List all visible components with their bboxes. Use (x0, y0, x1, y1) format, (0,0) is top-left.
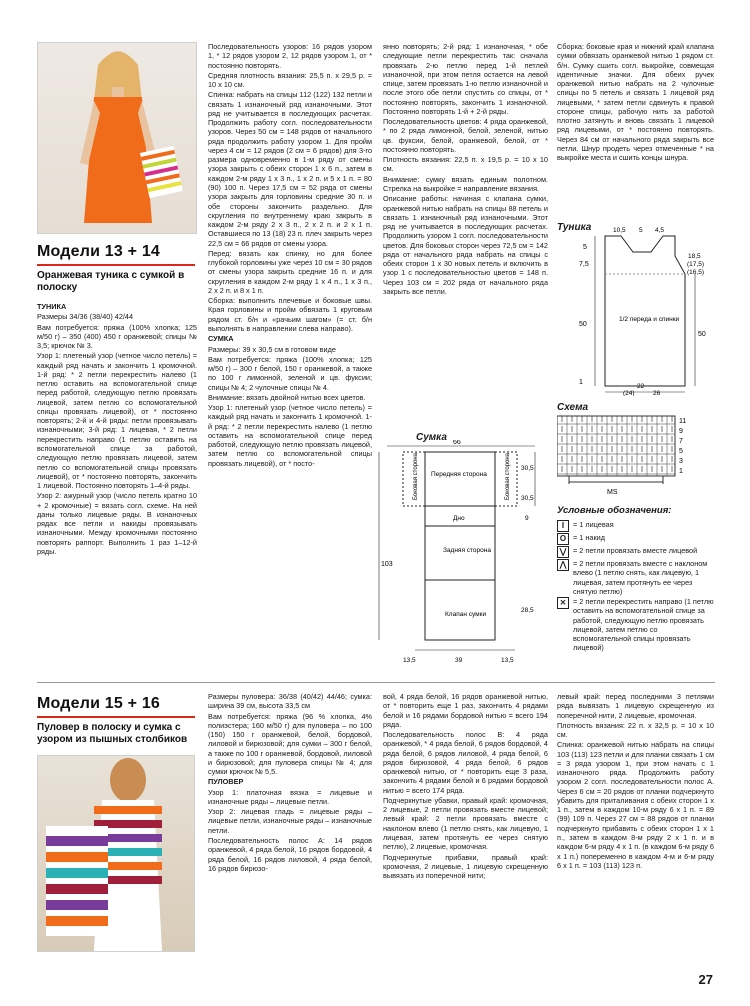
text-column-2b (208, 692, 372, 960)
bag-label-13-5-a: 13,5 (403, 657, 416, 664)
legend-text: = 2 петли перекрестить направо (1 петлю оставить на вспомогательной спице за работой, следующую петлю провязать лицевой, затем петлю со вспомогательной спицы провязать лицевой) (573, 597, 714, 653)
tunic-photo (37, 42, 197, 234)
text-column-1 (37, 302, 197, 672)
bag-label-103: 103 (381, 561, 393, 568)
stitch-symbol-icon: ⋀ (557, 559, 569, 571)
bag-label-13-5-b: 13,5 (501, 657, 514, 664)
legend-item (557, 559, 717, 596)
tunic-dim-6: (17,5) (687, 261, 704, 268)
paragraph: Узор 1: платочная вязка = лицевые и изнаночные ряды – лицевые петли. (208, 787, 372, 806)
text-column-4b (557, 692, 714, 960)
bag-label-30-5-a: 30,5 (521, 465, 534, 472)
tunic-dim-0: 5 (583, 244, 587, 251)
paragraph: Подчеркнутые прибавки, правый край: кромочная, 2 лицевые, 1 лицевую скрещенную вывязать из поперечной нити; (383, 852, 548, 881)
models-15-16-subtitle: Пуловер в полоску и сумка с узором из пышных столбиков (37, 722, 188, 746)
paragraph: Спинка: набрать на спицы 112 (122) 132 петли и связать 1 изнаночный ряд изнаночными. Этот ряд не учитывается в последующих расчетах. Продолжить работу согл. последовательности узоров. Через 50 см = 148 рядов от начального ряда продолжить работу узором 1. Для пройм через 4 см = 12 рядов (2 см = 6 рядов) для 3-го размера одновременно в 1-м ряду от смены узора закрыть с обеих сторон 1 х 6 п., затем в каждом 2-м ряду 1 х 3 п., 1 х 2 п. и 5 х 1 п. = 80 (90) 100 п. Через 17,5 см = 52 ряда от смены узора закрыть для горловины средние 30 п. и обе стороны закончить раздельно. Для скругления по внутреннему краю закрыть в каждом 2-м ряду 2 х 3 п., 2 х 2 п. и 2 х 1 п. Оставшиеся по 13 (18) 23 п. плеч закрыть через 22,5 см = 66 рядов от смены узора. (208, 90, 372, 248)
bag-label-back: Задняя сторона (443, 547, 491, 554)
stitch-symbol-icon: ⋁ (557, 546, 569, 558)
legend-title: Условные обозначения: (557, 505, 672, 516)
model-figure-striped (38, 756, 194, 951)
legend-item (557, 520, 717, 532)
model-figure-orange (38, 43, 196, 233)
chart-title: Схема (557, 402, 589, 413)
tunic-dim-2: 10,5 (613, 227, 626, 234)
legend-item (557, 533, 717, 545)
models-13-14-subtitle: Оранжевая туника с сумкой в полоску (37, 270, 185, 294)
legend-text: = 1 накид (573, 533, 605, 543)
bag-label-66: 66 (453, 440, 461, 446)
paragraph: Сборка: боковые края и нижний край клапана сумки обвязать оранжевой нитью 1 рядом ст. б/н. Сумку сшить согл. выкройке, совмещая идентичные значки. Для обеих ручек оранжевой нитью набрать на 2 чулочные спицы по 5 петель и связать 1 лицевой ряд лицевыми, * затем петли сдвинуть к правой стороне спицы, рабочую нить за работой плотно затянуть и вновь связать 1 лицевой ряд лицевыми, от * постоянно повторять. Через 84 см от начального ряда закрыть все петли. Шнур продеть через отмеченные * на выкройке места и сшить концы шнура. (557, 42, 714, 163)
tunic-dim-3: 5 (639, 227, 643, 234)
section-divider (37, 682, 715, 683)
tunic-dim-7: (16,5) (687, 269, 704, 276)
heading-rule-2 (37, 716, 195, 718)
bag-label-flap: Клапан сумки (445, 611, 487, 618)
paragraph: Внимание: вязать двойной нитью всех цветов. (208, 392, 366, 402)
paragraph: Перед: вязать как спинку, но для более глубокой горловины уже через 10 см = 30 рядов от смены узора закрыть средние 16 п. и для скругления в каждом 2-м ряду 1 х 4 п., 1 х 3 п., 2 х 2 п. и 8 х 1 п. (208, 248, 372, 295)
bag-diagram-title: Сумка (416, 432, 447, 443)
tunic-schematic (575, 226, 715, 396)
paragraph: Сборка: выполнить плечевые и боковые швы. Края горловины и пройм обвязать 1 круговым рядом ст. б/н и «рачьим шагом» (= ст. б/н выполнять в направлении слева направо). (208, 296, 372, 333)
paragraph: Внимание: сумку вязать единым полотном. Стрелка на выкройке = направление вязания. (383, 174, 548, 193)
legend-text: = 2 петли провязать вместе с наклоном влево (1 петлю снять, как лицевую, 1 лицевая, затем протянуть ее через снятую петлю) (573, 559, 708, 596)
paragraph: Плотность вязания: 22 п. х 32,5 р. = 10 х 10 см. (557, 720, 714, 740)
models-15-16-heading: Модели 15 + 16 (37, 695, 161, 712)
tunic-dim-12: (24) (623, 390, 635, 396)
stitch-symbol-icon: O (557, 533, 569, 545)
paragraph: левый край: перед последними 3 петлями ряда вывязать 1 лицевую скрещенную из поперечной нити, 2 лицевые, кромочная. (557, 692, 714, 720)
tunic-dim-14: 1 (579, 379, 583, 386)
paragraph: Последовательность узоров: 16 рядов узором 1, * 12 рядов узором 2, 12 рядов узором 1, от * постоянно повторять. (208, 42, 372, 70)
tunic-dim-13: 26 (653, 390, 661, 396)
text-column-4 (557, 42, 714, 220)
paragraph: Вам потребуется: пряжа (96 % хлопка, 4% полиэстера; 160 м/50 г) для пуловера – по 100 (150) 150 г оранжевой, белой, бордовой, лиловой и бирюзовой; для сумки – 300 г белой, а также по 100 г оранжевой, бордовой, лиловой и бирюзовой; для пуловера спицы № 4; для сумки крючок № 5,5. (208, 711, 372, 777)
stitch-symbol-icon: I (557, 520, 569, 532)
heading-rule (37, 264, 195, 266)
page-number: 27 (698, 972, 713, 987)
text-column-3 (383, 42, 548, 422)
paragraph: Размеры 34/36 (38/40) 42/44 (37, 312, 134, 322)
chart-row-9: 9 (679, 428, 683, 435)
bag-label-39: 39 (455, 657, 463, 664)
tunic-dim-1: 7,5 (579, 261, 589, 268)
paragraph: Последовательность полос В: 4 ряда оранжевой, * 4 ряда белой, 6 рядов бордовой, 4 ряда белой, 6 рядов лиловой, 4 ряда белой, 6 рядов бирюзовой, 4 ряда белой, 6 рядов оранжевой нитью, от * повторить еще 3 раза, закончить 4 рядами белой и 6 рядами бордовой нитью = всего 174 ряда. (383, 730, 548, 795)
stitch-symbol-icon: ⨯ (557, 597, 569, 609)
paragraph: Узор 1: плетеный узор (четное число петель) = каждый ряд начать и закончить 1 кромочной. 1-й ряд: * 2 петли перекрестить налево (1 петлю оставить на вспомогательной спице перед работой, следующую петлю провязать лицевой, затем петлю со вспомогательной спицы провязать лицевой), от * постоянно повторять; 2-й и 4-й ряды: петли провязывать изнаночными; 3-й ряд: 1 лицевая, * 2 петли перекрестить направо (1 петлю оставить на вспомогательной спице за работой, следующую петлю провязать лицевой, затем петлю со вспомогательной спицы провязать лицевой), от * постоянно повторять, закончить 1 лицевой. Постоянно повторять 1–4-й ряды. (37, 351, 197, 491)
text-column-3b (383, 692, 548, 960)
chart-row-3: 3 (679, 458, 683, 465)
tunic-dim-8: 1/2 переда и спинки (619, 316, 680, 323)
paragraph: ПУЛОВЕР (208, 777, 244, 787)
tunic-dim-9: 50 (579, 321, 587, 328)
paragraph: Последовательность полос А: 14 рядов оранжевой, 4 ряда белой, 16 рядов бордовой, 4 ряда белой, 16 рядов лиловой, 4 ряда белой, 16 рядов бирюзо- (208, 835, 372, 873)
bag-label-30-5-b: 30,5 (521, 495, 534, 502)
bag-label-28-5: 28,5 (521, 607, 534, 614)
paragraph: вой, 4 ряда белой, 16 рядов оранжевой нитью, от * повторить еще 1 раз, закончить 4 рядами белой и 16 рядами бордовой нитью = всего 194 ряда. (383, 692, 548, 729)
paragraph: Средняя плотность вязания: 25,5 п. х 29,5 р. = 10 х 10 см. (208, 70, 372, 90)
bag-label-right-side: Боковая сторона (505, 452, 511, 500)
paragraph: Размеры: 39 х 30,5 см в готовом виде (208, 344, 336, 354)
bag-label-left-side: Боковая сторона (413, 452, 419, 500)
models-13-14-heading: Модели 13 + 14 (37, 243, 161, 260)
legend-list (557, 520, 717, 653)
paragraph: СУМКА (208, 334, 234, 344)
paragraph: Описание работы: начиная с клапана сумки, оранжевой нитью набрать на спицы 88 петель и связать 1 изнаночный ряд изнаночными. Этот ряд не учитывается в последующих расчетах. Продолжить узором 1 согл. последовательности цветов. Для боковых сторон через 72,5 см = 142 ряда от начального ряда набрать на спицы с обеих сторон 1 х 30 новых петель и включить в узор 1 с последовательностью цветов = 148 п. Через 103 см = 202 ряда от начального ряда закрыть все петли. (383, 194, 548, 296)
tunic-dim-5: 18,5 (688, 253, 701, 260)
chart-row-5: 5 (679, 448, 683, 455)
paragraph: Вам потребуется: пряжа (100% хлопка; 125 м/50 г) – 300 г белой, 150 г оранжевой, а также по 100 г лимонной, зеленой и цв. фуксии; спицы № 4; 2 чулочные спицы № 4. (208, 354, 372, 392)
bag-schematic (375, 440, 550, 670)
paragraph: Подчеркнутые убавки, правый край: кромочная, 2 лицевые, 2 петли провязать вместе лицевой; левый край: 2 петли провязать вместе с наклоном влево (1 петлю снять, как лицевую, 1 лицевая, затем протянуть ее через снятую петлю), 2 лицевые, кромочная. (383, 795, 548, 852)
tunic-dim-11: 22 (637, 383, 645, 390)
tunic-dim-10: 50 (698, 331, 706, 338)
legend-item (557, 546, 717, 558)
paragraph: ТУНИКА (37, 302, 67, 311)
paragraph: Спинка: оранжевой нитью набрать на спицы 103 (113) 123 петли и для планки связать 1 см = 3 ряда узором 1, при этом начать с 1 изнаночного ряда. Продолжить работу узором 2 согл. последовательности полос А. Через 6 см = 20 рядов от планки подчеркнуто убавить для приталивания с обеих сторон 1 х 1 п., затем в каждом 10-м ряду 6 х 1 п. = 89 (99) 109 п. Через 27 см = 88 рядов от планки подчеркнуто прибавить с обеих сторон 1 х 1 п., затем в каждом 8-м ряду 2 х 1 п. и в каждом 6-м ряду 4 х 1 п. (в каждом 6-м ряду 6 х 1 п.) попеременно в каждом 4-м и 6-м ряду 6 х 1 п. = 103 (113) 123 п. (557, 740, 714, 870)
text-column-2 (208, 42, 372, 672)
paragraph: Последовательность цветов: 4 ряда оранжевой, * по 2 ряда лимонной, белой, зеленой, нитью цв. фуксии, белой, оранжевой, белой, от * постоянно повторять. (383, 117, 548, 154)
chart-row-7: 7 (679, 438, 683, 445)
paragraph: Узор 2: ажурный узор (число петель кратно 10 + 2 кромочные) = вязать согл. схеме. На ней даны только лицевые ряды. В изнаночных рядах все петли и накиды провязывать изнаночными. Между кромочными постоянно повторять раппорт. Выполнить 1 раз 1–12-й ряды. (37, 491, 197, 556)
legend-text: = 2 петли провязать вместе лицевой (573, 546, 698, 556)
tunic-dim-4: 4,5 (655, 227, 665, 234)
legend (557, 505, 717, 675)
tunic-diagram-title: Туника (557, 222, 592, 233)
bag-label-bottom: Дно (453, 515, 465, 522)
chart-row-11: 11 (679, 418, 687, 425)
paragraph: Плотность вязания: 22,5 п. х 19,5 р. = 10 х 10 см. (383, 155, 548, 174)
paragraph: Узор 1: плетеный узор (четное число петель) = каждый ряд начать и закончить 1 кромочной. 1-й ряд: * 2 петли перекрестить налево (1 петлю оставить на вспомогательной спице перед работой, следующую петлю провязать лицевой, затем петлю со вспомогательной спицы провязать лицевой), от * посто- (208, 403, 372, 468)
legend-item (557, 597, 717, 653)
paragraph: Размеры пуловера: 36/38 (40/42) 44/46; сумка: ширина 39 см, высота 33,5 см (208, 692, 372, 711)
legend-text: = 1 лицевая (573, 520, 614, 530)
pullover-photo (37, 755, 195, 952)
paragraph: Узор 2: лицевая гладь = лицевые ряды – лицевые петли, изнаночные ряды – изнаночные петли. (208, 807, 372, 835)
paragraph: Вам потребуется: пряжа (100% хлопка; 125 м/50 г) – 350 (400) 450 г оранжевой; спицы № 3,5; крючок № 3. (37, 322, 197, 351)
bag-label-front: Передняя сторона (431, 471, 487, 478)
chart-rapport-label: MS (607, 489, 618, 496)
chart-row-1: 1 (679, 468, 683, 475)
paragraph: янно повторять; 2-й ряд: 1 изнаночная, * обе следующие петли перекрестить так: сначала провязать 2-ю петлю перед 1-й петлей изнаночной, при этом петля остается на левой спице, затем провязать 1-ю петлю изнаночной и после этого обе петли спустить со спицы, от * постоянно повторять, закончить 1 изнаночной. Постоянно повторять 1-й + 2-й ряды. (383, 42, 548, 116)
bag-label-9: 9 (525, 515, 529, 522)
stitch-chart (557, 414, 707, 500)
